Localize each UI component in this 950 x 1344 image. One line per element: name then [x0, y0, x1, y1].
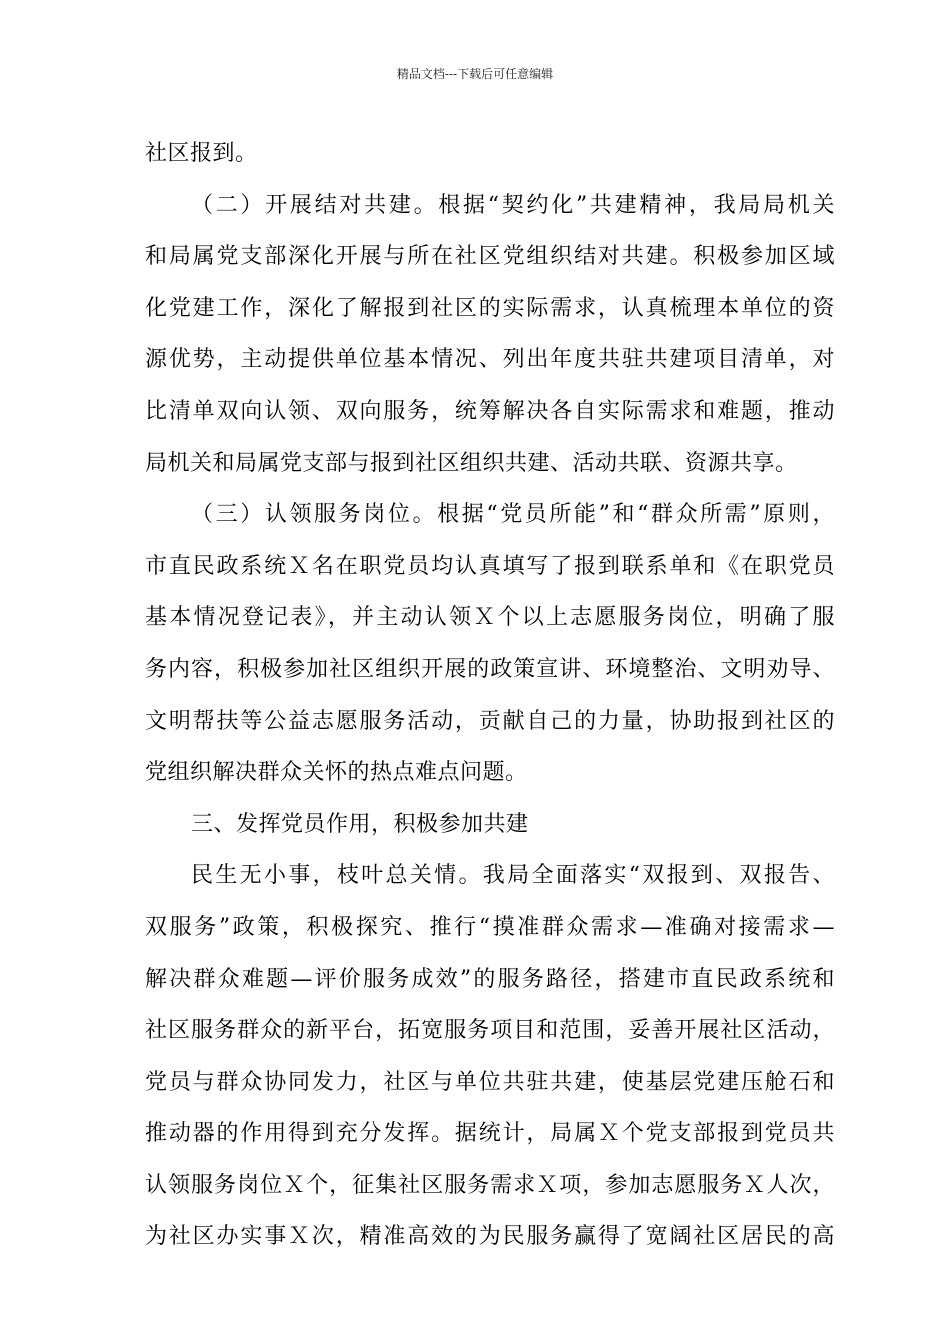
text-line: 局机关和局属党支部与报到社区组织共建、活动共联、资源共享。: [145, 450, 798, 476]
page-header: 精品文档---下载后可任意编辑: [396, 67, 554, 81]
text-line: 解决群众难题—评价服务成效”的服务路径，搭建市直民政系统和: [145, 966, 835, 992]
text-line: 文明帮扶等公益志愿服务活动，贡献自己的力量，协助报到社区的: [145, 708, 835, 734]
text-line: 双服务”政策，积极探究、推行“摸准群众需求—准确对接需求—: [145, 914, 835, 940]
text-line: 认领服务岗位Ｘ个，征集社区服务需求Ｘ项，参加志愿服务Ｘ人次，: [145, 1172, 835, 1198]
section-heading: 三、发挥党员作用，积极参加共建: [191, 811, 529, 837]
text-line: 基本情况登记表》，并主动认领Ｘ个以上志愿服务岗位，明确了服: [145, 605, 835, 631]
text-line: （二）开展结对共建。根据“契约化”共建精神，我局局机关: [191, 192, 835, 218]
text-line: 市直民政系统Ｘ名在职党员均认真填写了报到联系单和《在职党员: [145, 553, 835, 579]
text-line: （三）认领服务岗位。根据“党员所能”和“群众所需”原则，: [191, 502, 835, 528]
text-line: 社区服务群众的新平台，拓宽服务项目和范围，妥善开展社区活动，: [145, 1018, 835, 1044]
text-line: 务内容，积极参加社区组织开展的政策宣讲、环境整治、文明劝导、: [145, 656, 835, 682]
text-line: 为社区办实事Ｘ次，精准高效的为民服务赢得了宽阔社区居民的高: [145, 1224, 835, 1250]
text-line: 党员与群众协同发力，社区与单位共驻共建，使基层党建压舱石和: [145, 1069, 835, 1095]
document-body: [145, 128, 835, 1263]
text-line: 和局属党支部深化开展与所在社区党组织结对共建。积极参加区域: [145, 244, 835, 270]
text-line: 化党建工作，深化了解报到社区的实际需求，认真梳理本单位的资: [145, 295, 835, 321]
text-line: 推动器的作用得到充分发挥。据统计，局属Ｘ个党支部报到党员共: [145, 1121, 835, 1147]
text-line: 党组织解决群众关怀的热点难点问题。: [145, 760, 528, 786]
text-line: 比清单双向认领、双向服务，统筹解决各自实际需求和难题，推动: [145, 398, 835, 424]
text-line: 源优势，主动提供单位基本情况、列出年度共驻共建项目清单，对: [145, 347, 835, 373]
text-line: 民生无小事，枝叶总关情。我局全面落实“双报到、双报告、: [191, 863, 835, 889]
text-line: 社区报到。: [145, 141, 258, 166]
